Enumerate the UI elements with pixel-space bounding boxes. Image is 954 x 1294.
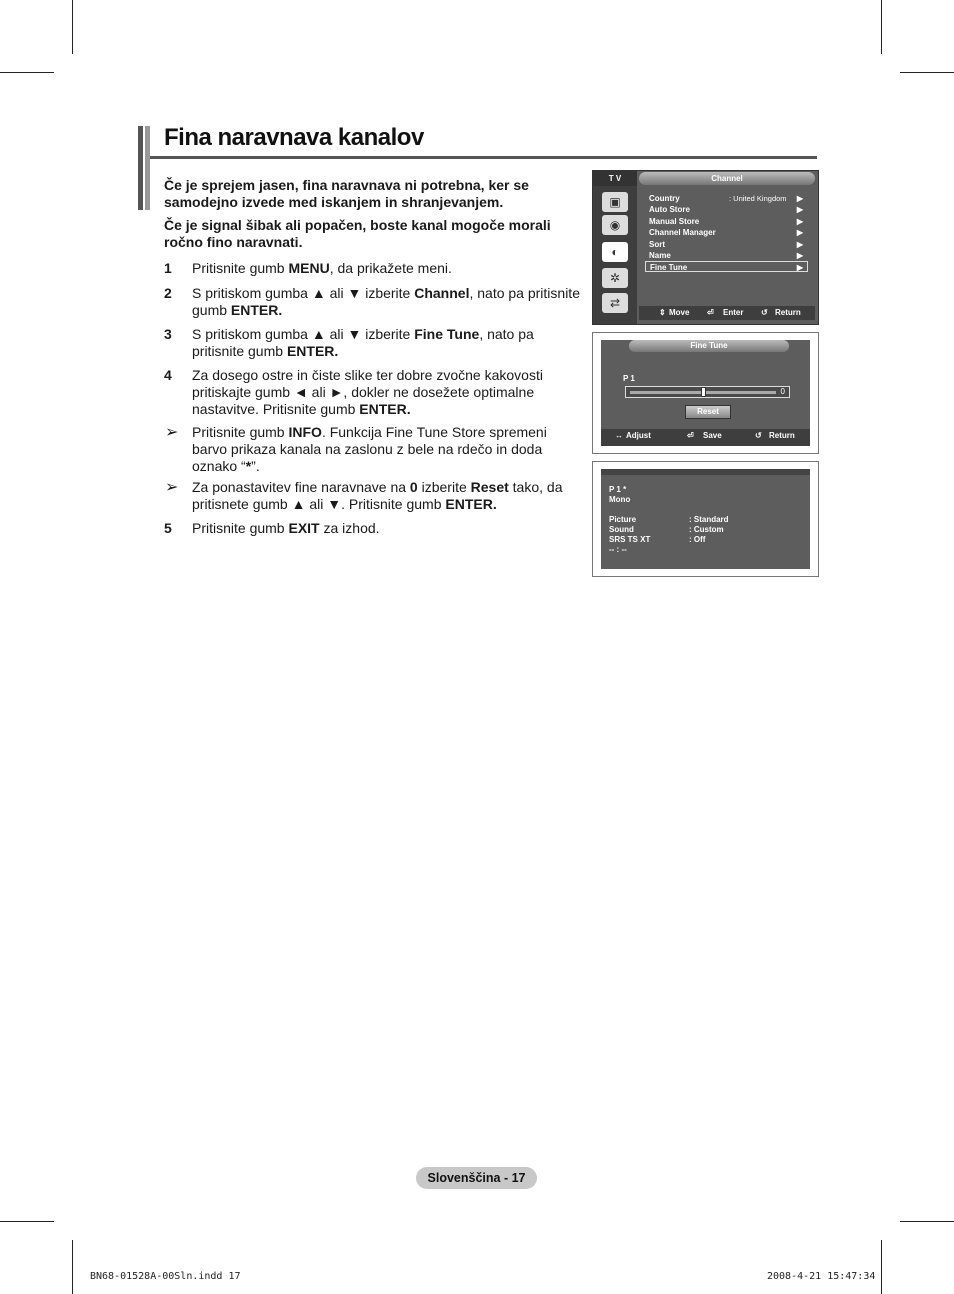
osd-header: Fine Tune — [629, 340, 789, 352]
menu-item-auto-store[interactable]: Auto Store ▶ — [649, 205, 803, 214]
info-value: : Standard — [689, 515, 729, 524]
crop-mark — [0, 72, 54, 73]
crop-mark — [881, 1240, 882, 1294]
crop-mark — [900, 1221, 954, 1222]
channel-label: P 1 — [623, 374, 635, 383]
info-label: Picture — [609, 515, 637, 524]
fine-tune-slider[interactable] — [625, 386, 790, 398]
info-value: : Custom — [689, 525, 724, 534]
info-label: Sound — [609, 525, 634, 534]
info-value: : Off — [689, 535, 706, 544]
instructions — [164, 177, 584, 543]
intro-paragraph: Če je signal šibak ali popačen, boste kanal mogoče morali ročno fino naravnati. — [164, 217, 551, 250]
note-reset: ➢ Za ponastavitev fine naravnave na 0 izberite Reset tako, da pritisnete gumb ▲ ali ▼. Pritisnite gumb ENTER. — [165, 479, 563, 512]
slug-file: BN68-01528A-00Sln.indd 17 — [90, 1271, 241, 1282]
info-label: SRS TS XT — [609, 535, 651, 544]
menu-item-manual-store[interactable]: Manual Store ▶ — [649, 217, 803, 226]
info-audio: Mono — [609, 495, 631, 504]
crop-mark — [72, 0, 73, 54]
menu-item-sort[interactable]: Sort ▶ — [649, 240, 803, 249]
reset-button[interactable]: Reset — [685, 405, 731, 419]
note-info: ➢ Pritisnite gumb INFO. Funkcija Fine Tune Store spremeni barvo prikaza kanala na zaslonu z bele na rdečo in doda oznako “*”. — [165, 424, 547, 474]
enter-icon: ⏎ — [707, 308, 714, 317]
menu-item-fine-tune[interactable]: Fine Tune ▶ — [645, 261, 808, 272]
step-1: 1 Pritisnite gumb MENU, da prikažete meni. — [164, 260, 452, 276]
osd-fine-tune — [592, 332, 819, 454]
return-icon: ↺ — [761, 308, 768, 317]
page-title: Fina naravnava kanalov — [164, 124, 424, 151]
picture-icon[interactable]: ▣ — [602, 192, 628, 212]
title-decoration — [138, 126, 150, 210]
note-arrow-icon: ➢ — [165, 479, 179, 496]
osd-footer: ⇕ Move ⏎ Enter ↺ Return — [639, 306, 815, 320]
step-5: 5 Pritisnite gumb EXIT za izhod. — [164, 520, 380, 536]
slider-knob[interactable] — [701, 387, 706, 397]
tv-label: T V — [593, 171, 637, 186]
osd-footer: ↔ Adjust ⏎ Save ↺ Return — [601, 429, 810, 446]
menu-item-name[interactable]: Name ▶ — [649, 251, 803, 260]
save-icon: ⏎ — [687, 431, 694, 440]
page-number: Slovenščina - 17 — [416, 1167, 537, 1189]
info-time: -- : -- — [609, 545, 627, 554]
note-arrow-icon: ➢ — [165, 424, 179, 441]
step-3: 3 S pritiskom gumba ▲ ali ▼ izberite Fine Tune, nato pa pritisnite gumb ENTER. — [164, 326, 534, 359]
crop-mark — [881, 0, 882, 54]
osd-channel-menu — [592, 170, 819, 325]
move-icon: ⇕ — [659, 308, 666, 317]
adjust-icon: ↔ — [615, 431, 623, 440]
step-4: 4 Za dosego ostre in čiste slike ter dobre zvočne kakovosti pritiskajte gumb ◄ ali ►, dokler ne dosežete optimalne nastavitve. Pritisnite gumb ENTER. — [164, 367, 543, 417]
crop-mark — [0, 1221, 54, 1222]
return-icon: ↺ — [755, 431, 762, 440]
menu-item-channel-manager[interactable]: Channel Manager ▶ — [649, 228, 803, 237]
input-icon[interactable]: ⇄ — [602, 293, 628, 313]
sound-icon[interactable]: ◉ — [602, 215, 628, 235]
crop-mark — [900, 72, 954, 73]
intro-paragraph: Če je sprejem jasen, fina naravnava ni potrebna, ker se samodejno izvede med iskanjem in shranjevanjem. — [164, 177, 529, 210]
slider-value: 0 — [780, 387, 785, 396]
info-channel: P 1 * — [609, 485, 627, 494]
crop-mark — [72, 1240, 73, 1294]
channel-icon[interactable]: ◐ — [602, 242, 628, 262]
slug-date: 2008-4-21 15:47:34 — [767, 1271, 876, 1282]
osd-info — [592, 461, 819, 577]
title-rule — [150, 156, 817, 159]
osd-sidebar — [593, 186, 637, 324]
step-2: 2 S pritiskom gumba ▲ ali ▼ izberite Channel, nato pa pritisnite gumb ENTER. — [164, 285, 580, 318]
menu-item-country[interactable]: Country : United Kingdom ▶ — [649, 194, 803, 203]
setup-icon[interactable]: ✲ — [602, 268, 628, 288]
osd-header: Channel — [639, 172, 815, 185]
